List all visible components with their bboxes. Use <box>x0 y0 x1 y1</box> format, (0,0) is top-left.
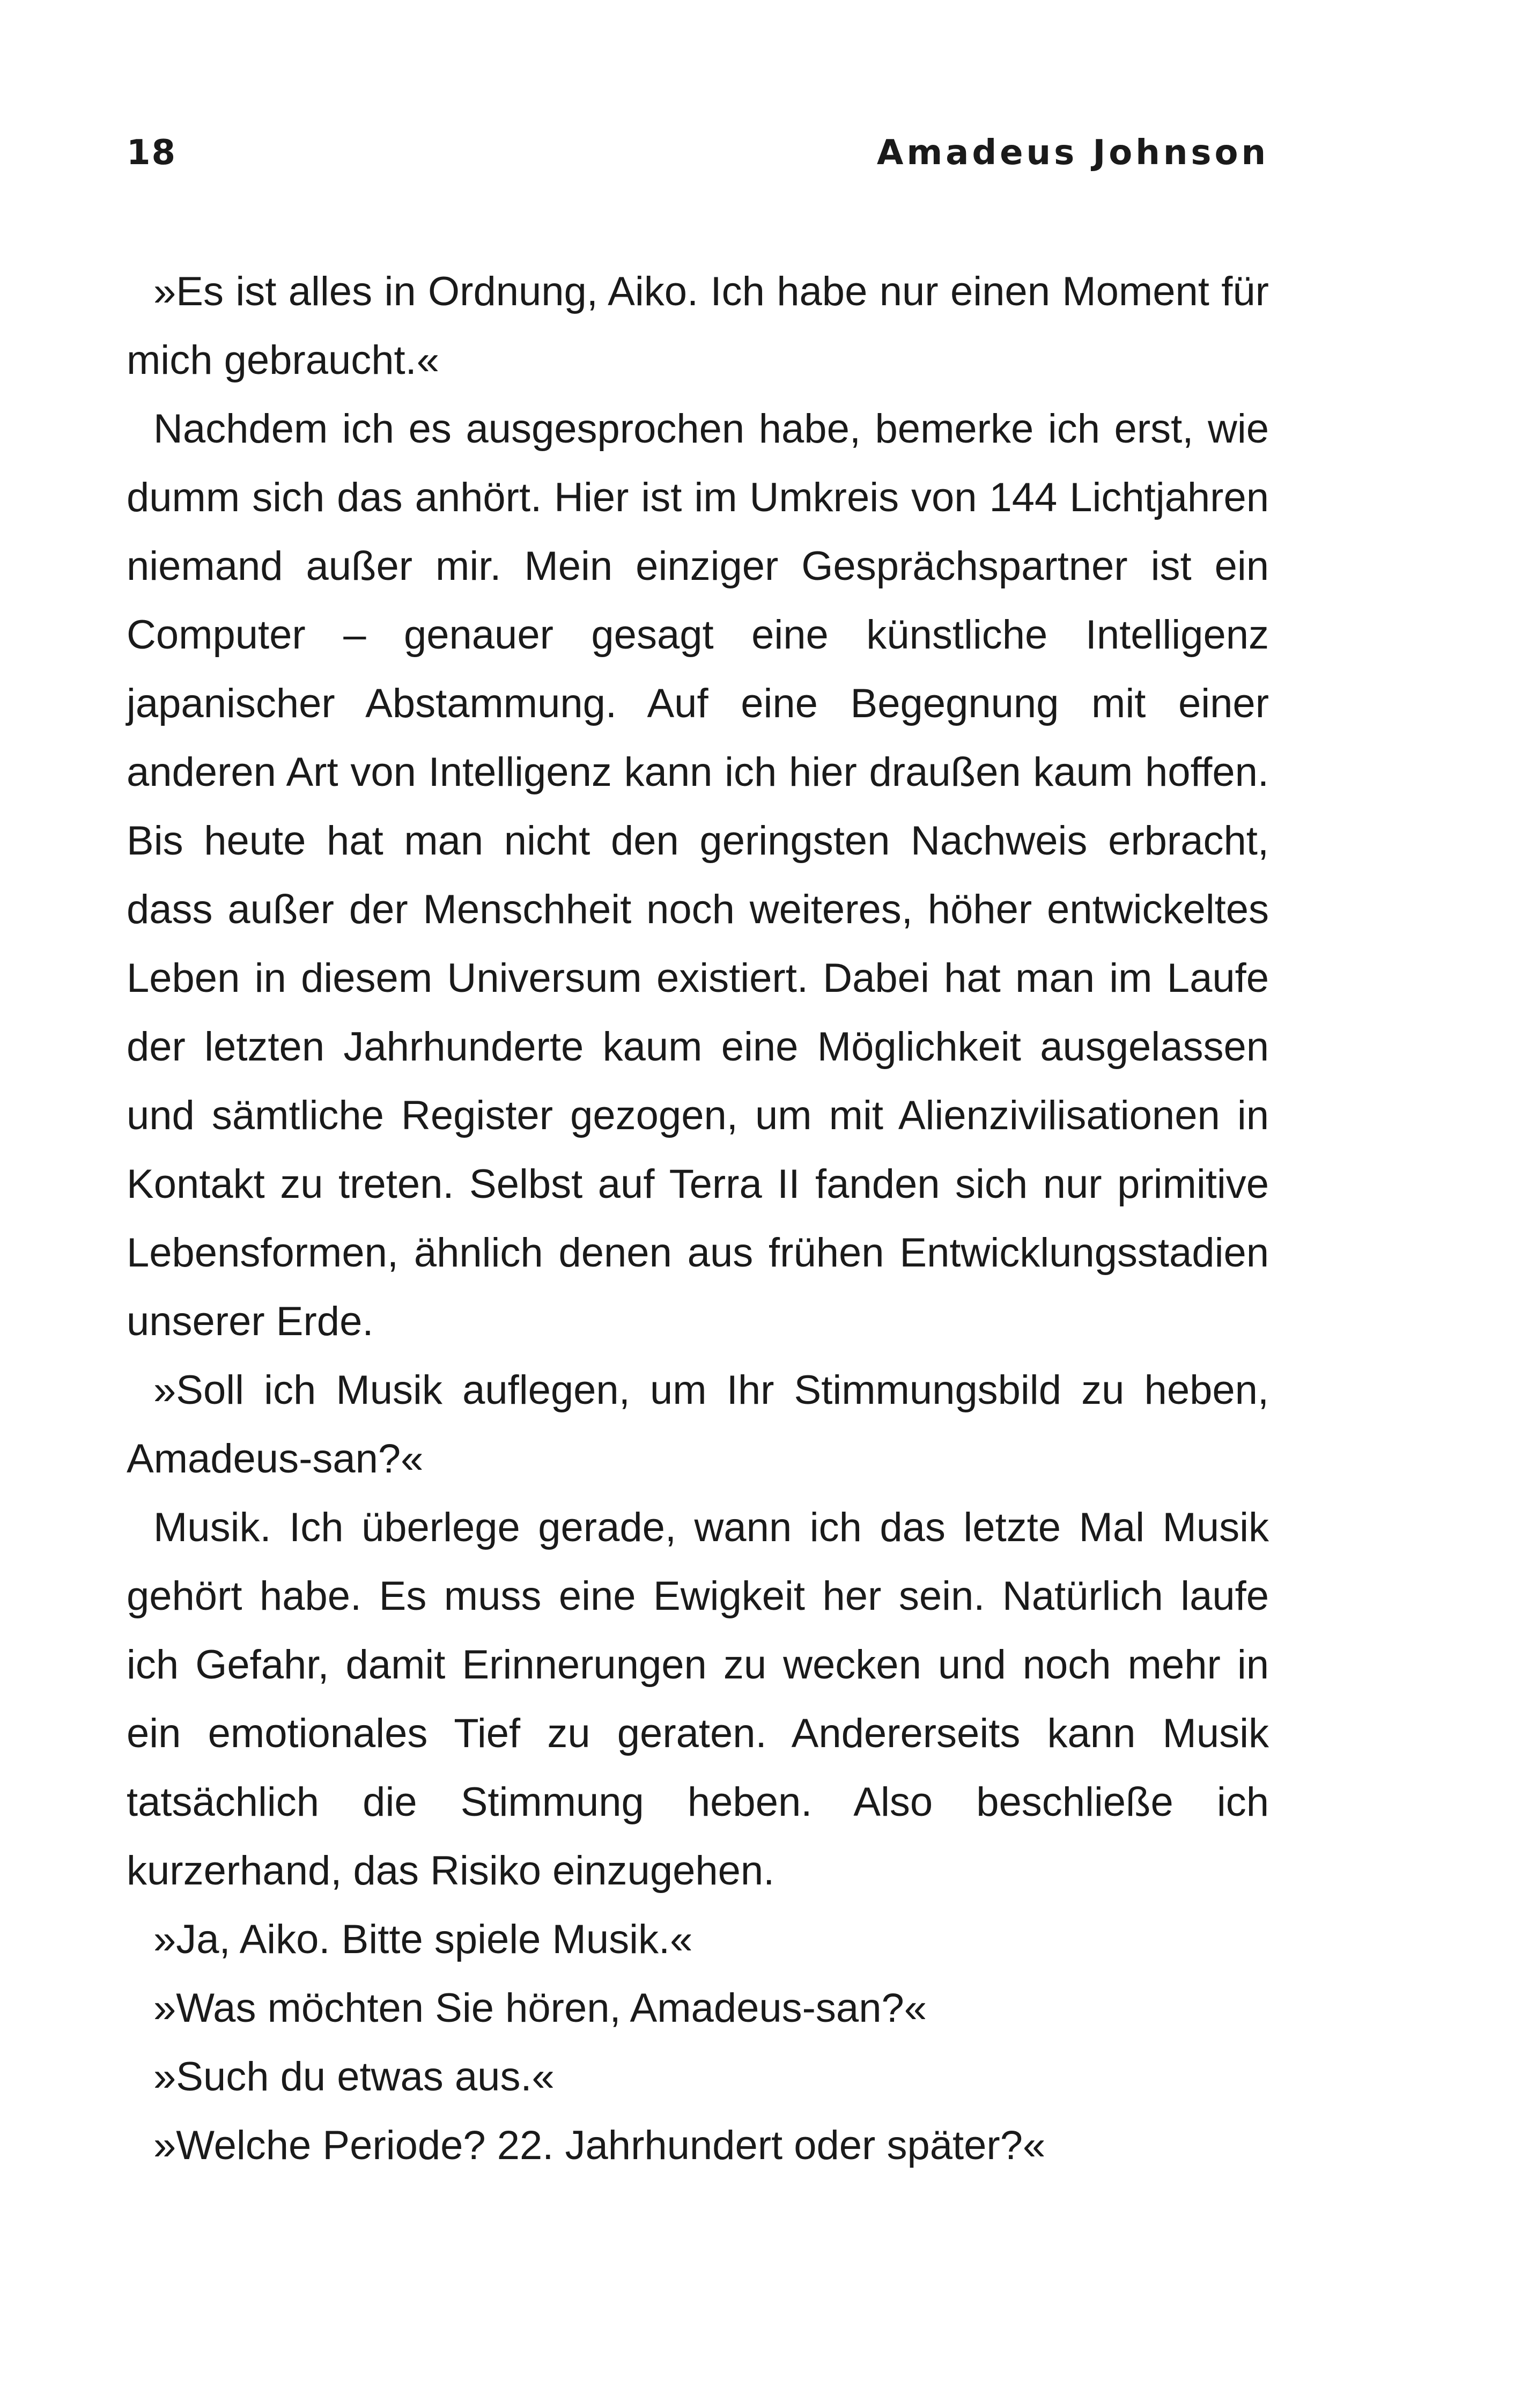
paragraph: »Welche Periode? 22. Jahrhundert oder später?« <box>153 2123 1046 2168</box>
paragraph: »Soll ich Musik auflegen, um Ihr Stimmungsbild zu heben, Amadeus-san?« <box>127 1367 1269 1482</box>
body-text <box>127 257 1269 2180</box>
page-number: 18 <box>127 133 177 173</box>
paragraph: »Es ist alles in Ordnung, Aiko. Ich habe nur einen Moment für mich gebraucht.« <box>127 269 1269 383</box>
running-head-author: Amadeus Johnson <box>876 133 1269 173</box>
page-header <box>127 129 1269 177</box>
paragraph: »Ja, Aiko. Bitte spiele Musik.« <box>153 1917 693 1962</box>
paragraph: Musik. Ich überlege gerade, wann ich das letzte Mal Musik gehört habe. Es muss eine Ewigkeit her sein. Natürlich laufe ich Gefahr, damit Erinnerungen zu wecken und noch mehr in ein emotionales Tief zu geraten. Andererseits kann Musik tatsächlich die Stimmung heben. Also beschließe ich kurzerhand, das Risiko einzugehen. <box>127 1505 1269 1894</box>
paragraph: »Was möchten Sie hören, Amadeus-san?« <box>153 1985 927 2031</box>
paragraph: Nachdem ich es ausgesprochen habe, bemerke ich erst, wie dumm sich das anhört. Hier ist im Umkreis von 144 Lichtjahren niemand außer mir. Mein einziger Gesprächspartner ist ein Computer – genauer gesagt eine künstliche Intelligenz japanischer Abstammung. Auf eine Begegnung mit einer anderen Art von Intelligenz kann ich hier draußen kaum hoffen. Bis heute hat man nicht den geringsten Nachweis erbracht, dass außer der Menschheit noch weiteres, höher entwickeltes Leben in diesem Universum existiert. Dabei hat man im Laufe der letzten Jahrhunderte kaum eine Möglichkeit ausgelassen und sämtliche Register gezogen, um mit Alienzivilisationen in Kontakt zu treten. Selbst auf Terra II fanden sich nur primitive Lebensformen, ähnlich denen aus frühen Entwicklungsstadien unserer Erde. <box>127 406 1269 1344</box>
paragraph: »Such du etwas aus.« <box>153 2054 555 2100</box>
